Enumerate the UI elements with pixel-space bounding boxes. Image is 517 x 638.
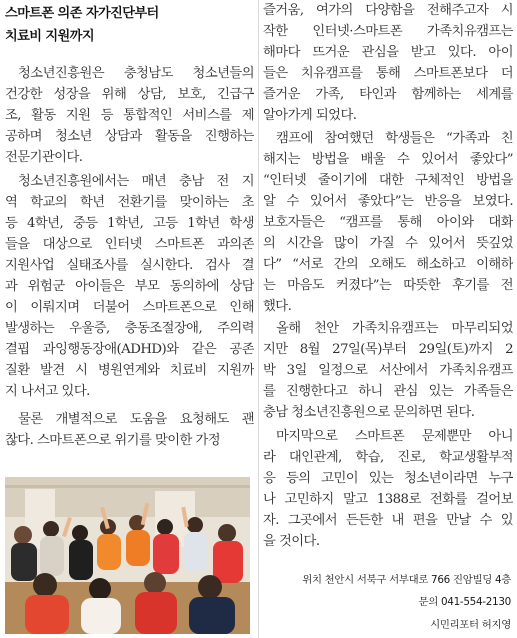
text-line: 을 것이다. bbox=[263, 534, 320, 549]
reporter-credit: 시민리포터 허지영 bbox=[430, 619, 511, 631]
text-line: 충남 청소년진흥원으로 문의하면 된다. bbox=[263, 405, 475, 420]
text-line: 해마다 뜨거운 관심을 받고 있다. 아이 bbox=[263, 45, 513, 60]
text-line: 찮다. 스마트폰으로 위기를 맞이한 가정 bbox=[5, 433, 221, 448]
text-line: 발생하는 우울증, 충동조절장애, 주의력 bbox=[5, 321, 254, 336]
text-line: 응 등의 고민이 있는 청소년이라면 누구 bbox=[263, 471, 513, 486]
article-subheading bbox=[5, 2, 254, 48]
text-line: 알아가게 되었다. bbox=[263, 108, 357, 123]
paragraph-camp-schedule bbox=[263, 318, 513, 423]
location-info: 위치 천안시 서북구 서부대로 766 진암빌딩 4층 bbox=[302, 574, 511, 586]
text-line: 청소년진흥원은 충청남도 청소년들의 bbox=[18, 66, 254, 81]
text-line: 라 대인관계, 학습, 진로, 학교생활부적 bbox=[263, 450, 513, 465]
text-line: 역 학교의 학년 전환기를 맞이하는 초 bbox=[5, 195, 254, 210]
text-line: 나 고민하지 말고 1388로 전화를 걸어보 bbox=[263, 492, 513, 507]
text-line: 등 4학년, 중등 1학년, 고등 1학년 학생 bbox=[5, 216, 254, 231]
text-line: 조, 활동 지원 등 통합적인 서비스를 제 bbox=[5, 108, 254, 123]
heading-line: 치료비 지원까지 bbox=[5, 29, 94, 44]
text-line: 들을 대상으로 인터넷 스마트폰 과의존 bbox=[5, 237, 254, 252]
text-line: 들은 치유캠프를 통해 스마트폰보다 더 bbox=[263, 66, 513, 81]
paragraph-survey bbox=[5, 171, 254, 402]
contact-info: 문의 041-554-2130 bbox=[418, 596, 511, 608]
text-line: 즐거운 가족, 타인과 함께하는 세계를 bbox=[263, 87, 513, 102]
text-line: 마지막으로 스마트폰 문제뿐만 아니 bbox=[276, 429, 513, 444]
text-line: 다” “서로 간의 오해도 해소하고 이해하 bbox=[263, 257, 513, 272]
text-line: 지만 8월 27일(목)부터 29일(토)까지 2 bbox=[263, 342, 513, 357]
text-line: 캠프에 참여했던 학생들은 “가족과 친 bbox=[276, 131, 513, 146]
column-divider bbox=[258, 0, 259, 638]
text-line: 이 이뤄지며 더불어 스마트폰으로 인해 bbox=[5, 300, 254, 315]
text-line: 는 마음도 커졌다”는 따뜻한 후기를 전 bbox=[263, 278, 513, 293]
family-camp-photo bbox=[5, 477, 250, 634]
text-line: 공하며 청소년 상담과 활동을 진행하는 bbox=[5, 129, 254, 144]
text-line: 를 진행한다고 하니 관심 있는 가족들은 bbox=[263, 384, 513, 399]
text-line: 했다. bbox=[263, 299, 292, 314]
paragraph-camp-intro bbox=[263, 0, 513, 126]
heading-line: 스마트폰 의존 자가진단부터 bbox=[5, 6, 159, 21]
paragraph-individual-help bbox=[5, 409, 254, 451]
text-line: 해지는 방법을 배울 수 있어서 좋았다” bbox=[263, 152, 513, 167]
text-line: 작한 인터넷·스마트폰 가족치유캠프는 bbox=[263, 24, 513, 39]
text-line: 결핍 과잉행동장애(ADHD)와 같은 공존 bbox=[5, 342, 254, 357]
text-line: 전문기관이다. bbox=[5, 150, 83, 165]
text-line: 건강한 성장을 위해 상담, 보호, 긴급구 bbox=[5, 87, 254, 102]
text-line: 청소년진흥원에서는 매년 충남 전 지 bbox=[18, 174, 254, 189]
paragraph-closing bbox=[263, 426, 513, 552]
text-line: 박 3일 일정으로 서산에서 가족치유캠프 bbox=[263, 363, 513, 378]
camp-activity-image bbox=[5, 477, 250, 634]
text-line: 지 나서고 있다. bbox=[5, 384, 90, 399]
text-line: 보호자들은 “캠프를 통해 아이와 대화 bbox=[263, 215, 513, 230]
text-line: 질환 발견 시 병원연계와 치료비 지원까 bbox=[5, 363, 254, 378]
text-line: 올해 천안 가족치유캠프는 마무리되었 bbox=[276, 321, 513, 336]
text-line: “인터넷 줄이기에 대한 구체적인 방법을 bbox=[263, 173, 513, 188]
text-line: 의 시간을 많이 가질 수 있어서 뜻깊었 bbox=[263, 236, 513, 251]
text-line: 물론 개별적으로 도움을 요청해도 괜 bbox=[18, 412, 254, 427]
text-line: 지원사업 실태조사를 실시한다. 검사 결 bbox=[5, 258, 254, 273]
text-line: 자. 그곳에서 든든한 내 편을 만날 수 있 bbox=[263, 513, 513, 528]
text-line: 과 위험군 아이들은 부모 동의하에 상담 bbox=[5, 279, 254, 294]
paragraph-camp-reviews bbox=[263, 128, 513, 317]
text-line: 알 수 있어서 좋았다”는 반응을 보였다. bbox=[263, 194, 513, 209]
text-line: 즐거움, 여가의 다양함을 전해주고자 시 bbox=[263, 3, 513, 18]
paragraph-youth-institute bbox=[5, 63, 254, 168]
